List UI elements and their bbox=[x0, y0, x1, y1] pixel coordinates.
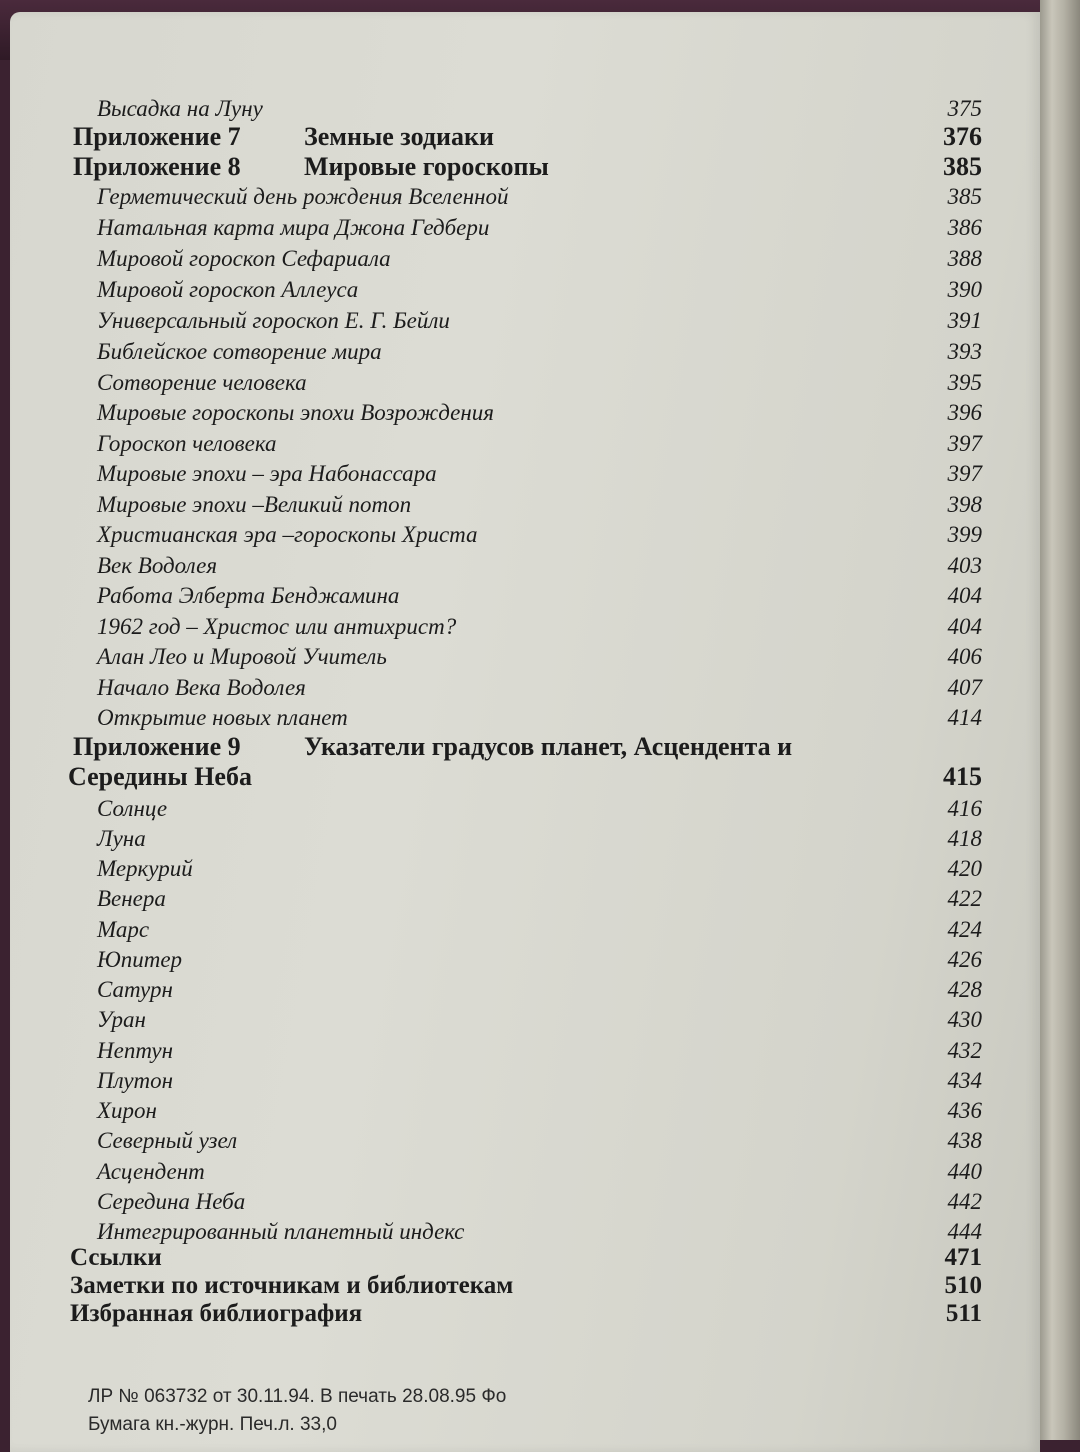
appendix-title-cont: Середины Неба bbox=[68, 762, 252, 791]
entry-page: 471 bbox=[944, 1244, 982, 1271]
entry-page: 397 bbox=[947, 431, 982, 456]
entry-page: 388 bbox=[947, 246, 982, 271]
imprint-line: Бумага кн.-журн. Печ.л. 33,0 bbox=[88, 1414, 337, 1435]
entry-title: Открытие новых планет bbox=[97, 705, 348, 730]
entry-title: Мировой гороскоп Сефариала bbox=[97, 246, 391, 271]
appendix-label: Приложение 8 bbox=[73, 152, 241, 181]
entry-title: Уран bbox=[97, 1007, 146, 1032]
entry-title: Мировые гороскопы эпохи Возрождения bbox=[97, 400, 494, 425]
entry-page: 395 bbox=[947, 370, 982, 395]
entry-page: 393 bbox=[947, 339, 982, 364]
entry-page: 434 bbox=[947, 1068, 982, 1093]
appendix-page: 385 bbox=[943, 152, 982, 181]
entry-page: 420 bbox=[947, 856, 982, 881]
entry-page: 404 bbox=[947, 614, 982, 639]
entry-page: 404 bbox=[947, 583, 982, 608]
entry-title: Избранная библиография bbox=[70, 1300, 363, 1327]
entry-page: 390 bbox=[947, 277, 982, 302]
entry-title: Солнце bbox=[97, 796, 168, 821]
entry-page: 430 bbox=[947, 1007, 982, 1032]
appendix-title: Мировые гороскопы bbox=[304, 152, 549, 181]
entry-page: 428 bbox=[947, 977, 982, 1002]
entry-page: 442 bbox=[947, 1189, 982, 1214]
entry-page: 391 bbox=[947, 308, 982, 333]
entry-page: 422 bbox=[947, 886, 982, 911]
entry-page: 414 bbox=[947, 705, 982, 730]
entry-page: 444 bbox=[947, 1219, 982, 1244]
entry-page: 424 bbox=[947, 917, 982, 942]
entry-page: 386 bbox=[947, 215, 982, 240]
entry-title: Натальная карта мира Джона Гедбери bbox=[97, 215, 490, 240]
entry-page: 403 bbox=[947, 553, 982, 578]
entry-page: 397 bbox=[947, 461, 982, 486]
entry-page: 440 bbox=[947, 1159, 982, 1184]
entry-title: Христианская эра –гороскопы Христа bbox=[97, 522, 478, 547]
entry-page: 407 bbox=[947, 675, 982, 700]
entry-page: 511 bbox=[945, 1300, 982, 1327]
entry-title: Мировой гороскоп Аллеусa bbox=[97, 277, 359, 302]
appendix-title: Земные зодиаки bbox=[304, 122, 494, 151]
entry-page: 418 bbox=[947, 826, 982, 851]
entry-title: Мировые эпохи – эра Набонассара bbox=[97, 461, 437, 486]
imprint-line: ЛР № 063732 от 30.11.94. В печать 28.08.95 Фо bbox=[88, 1386, 507, 1407]
entry-title: Венера bbox=[97, 886, 166, 911]
page-edge bbox=[1040, 0, 1080, 1440]
entry-title: Северный узел bbox=[97, 1128, 238, 1153]
entry-title: Заметки по источникам и библиотекам bbox=[70, 1272, 514, 1299]
entry-page: 406 bbox=[947, 644, 982, 669]
entry-page: 426 bbox=[947, 947, 982, 972]
entry-title: Асцендент bbox=[97, 1159, 205, 1184]
entry-title: Начало Века Водолея bbox=[97, 675, 306, 700]
entry-title: Марс bbox=[97, 917, 150, 942]
entry-page: 510 bbox=[944, 1272, 982, 1299]
entry-title: Сотворение человека bbox=[97, 370, 307, 395]
entry-title: Работа Элберта Бенджамина bbox=[97, 583, 400, 608]
entry-title: Хирон bbox=[97, 1098, 157, 1123]
entry-title: Герметический день рождения Вселенной bbox=[97, 184, 509, 209]
entry-title: Сатурн bbox=[97, 977, 173, 1002]
entry-title: Библейское сотворение мира bbox=[97, 339, 382, 364]
entry-page: 375 bbox=[947, 96, 982, 121]
entry-page: 396 bbox=[947, 400, 982, 425]
entry-title: Юпитер bbox=[97, 947, 183, 972]
entry-title: Ссылки bbox=[70, 1244, 162, 1271]
entry-page: 399 bbox=[947, 522, 982, 547]
entry-page: 416 bbox=[947, 796, 982, 821]
entry-title: Гороскоп человека bbox=[97, 431, 277, 456]
entry-page: 436 bbox=[947, 1098, 982, 1123]
entry-title: Меркурий bbox=[97, 856, 193, 881]
appendix-label: Приложение 9 bbox=[73, 732, 241, 761]
entry-title: Универсальный гороскоп Е. Г. Бейли bbox=[97, 308, 450, 333]
entry-title: Алан Лео и Мировой Учитель bbox=[97, 644, 387, 669]
entry-title: Интегрированный планетный индекс bbox=[97, 1219, 465, 1244]
appendix-label: Приложение 7 bbox=[73, 122, 241, 151]
entry-title: 1962 год – Христос или антихрист? bbox=[97, 614, 457, 639]
entry-title: Мировые эпохи –Великий потоп bbox=[97, 492, 412, 517]
entry-page: 385 bbox=[947, 184, 982, 209]
appendix-page: 415 bbox=[943, 762, 982, 791]
entry-title: Высадка на Луну bbox=[97, 96, 263, 121]
entry-page: 398 bbox=[947, 492, 982, 517]
entry-page: 438 bbox=[947, 1128, 982, 1153]
entry-title: Век Водолея bbox=[97, 553, 218, 578]
entry-title: Луна bbox=[97, 826, 146, 851]
entry-title: Середина Неба bbox=[97, 1189, 246, 1214]
entry-title: Плутон bbox=[97, 1068, 174, 1093]
entry-title: Нептун bbox=[97, 1038, 173, 1063]
appendix-page: 376 bbox=[943, 122, 982, 151]
appendix-title: Указатели градусов планет, Асцендента и bbox=[304, 732, 793, 761]
entry-page: 432 bbox=[947, 1038, 982, 1063]
